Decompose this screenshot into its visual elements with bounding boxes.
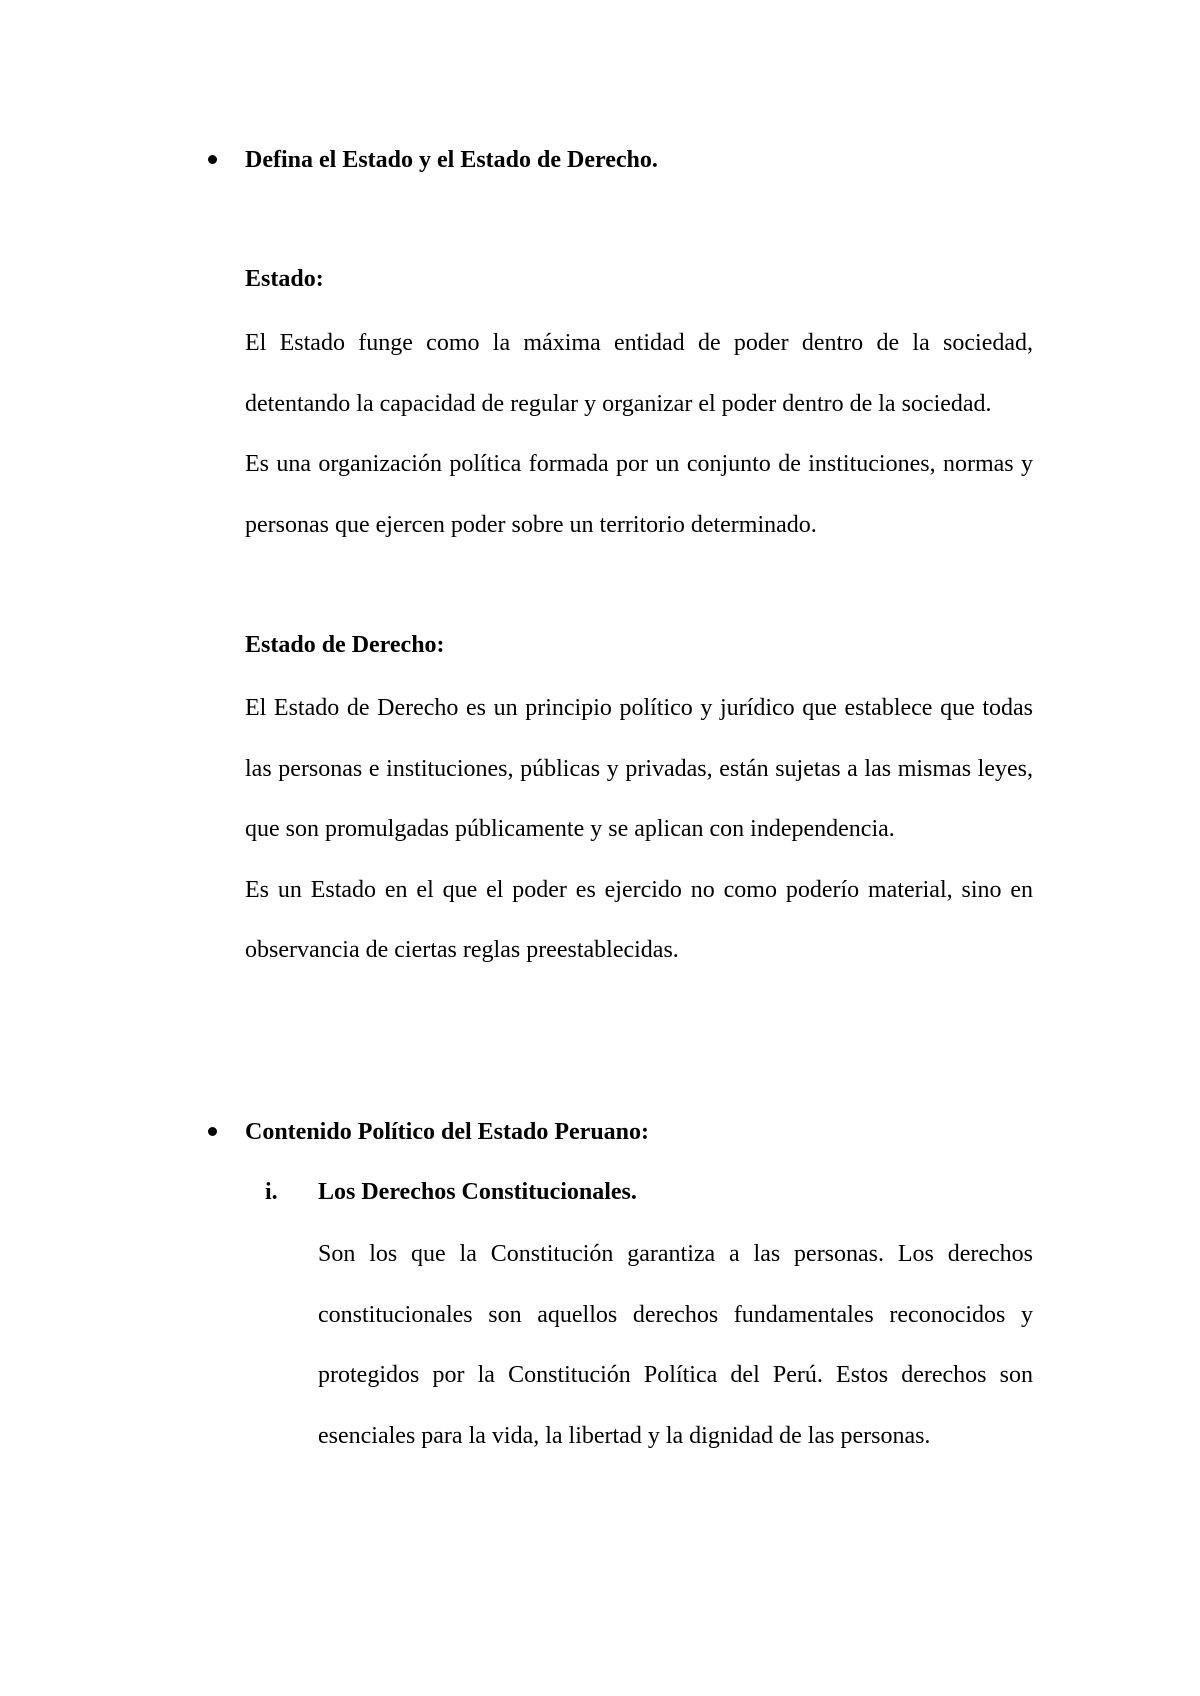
section1-heading: Defina el Estado y el Estado de Derecho. — [245, 147, 658, 173]
item-numeral: i. — [265, 1179, 278, 1205]
section2-heading: Contenido Político del Estado Peruano: — [245, 1119, 650, 1145]
estado-derecho-text — [245, 678, 1033, 981]
item-paragraph — [318, 1224, 1033, 1466]
estado-derecho-label: Estado de Derecho: — [245, 632, 445, 658]
bullet-icon — [208, 1127, 217, 1136]
estado-label: Estado: — [245, 266, 324, 292]
estado-text — [245, 313, 1033, 555]
estado-paragraph-2: Es una organización política formada por un conjunto de instituciones, normas y personas que ejercen poder sobre un territorio determinado. — [245, 451, 1033, 538]
estado-derecho-paragraph-2: Es un Estado en el que el poder es ejercido no como poderío material, sino en observancia de ciertas reglas preestablecidas. — [245, 876, 1033, 963]
estado-derecho-paragraph-1: El Estado de Derecho es un principio político y jurídico que establece que todas las personas e instituciones, públicas y privadas, están sujetas a las mismas leyes, que son promulgadas públicamente y se aplican con independencia. — [245, 695, 1033, 842]
estado-paragraph-1: El Estado funge como la máxima entidad de poder dentro de la sociedad, detentando la capacidad de regular y organizar el poder dentro de la sociedad. — [245, 330, 1033, 417]
derechos-constitucionales-text: Son los que la Constitución garantiza a las personas. Los derechos constitucionales son aquellos derechos fundamentales reconocidos y protegidos por la Constitución Política del Perú. Estos derechos son esenciales para la vida, la libertad y la dignidad de las personas. — [318, 1241, 1033, 1449]
bullet-icon — [208, 155, 217, 164]
item-title: Los Derechos Constitucionales. — [318, 1179, 637, 1205]
